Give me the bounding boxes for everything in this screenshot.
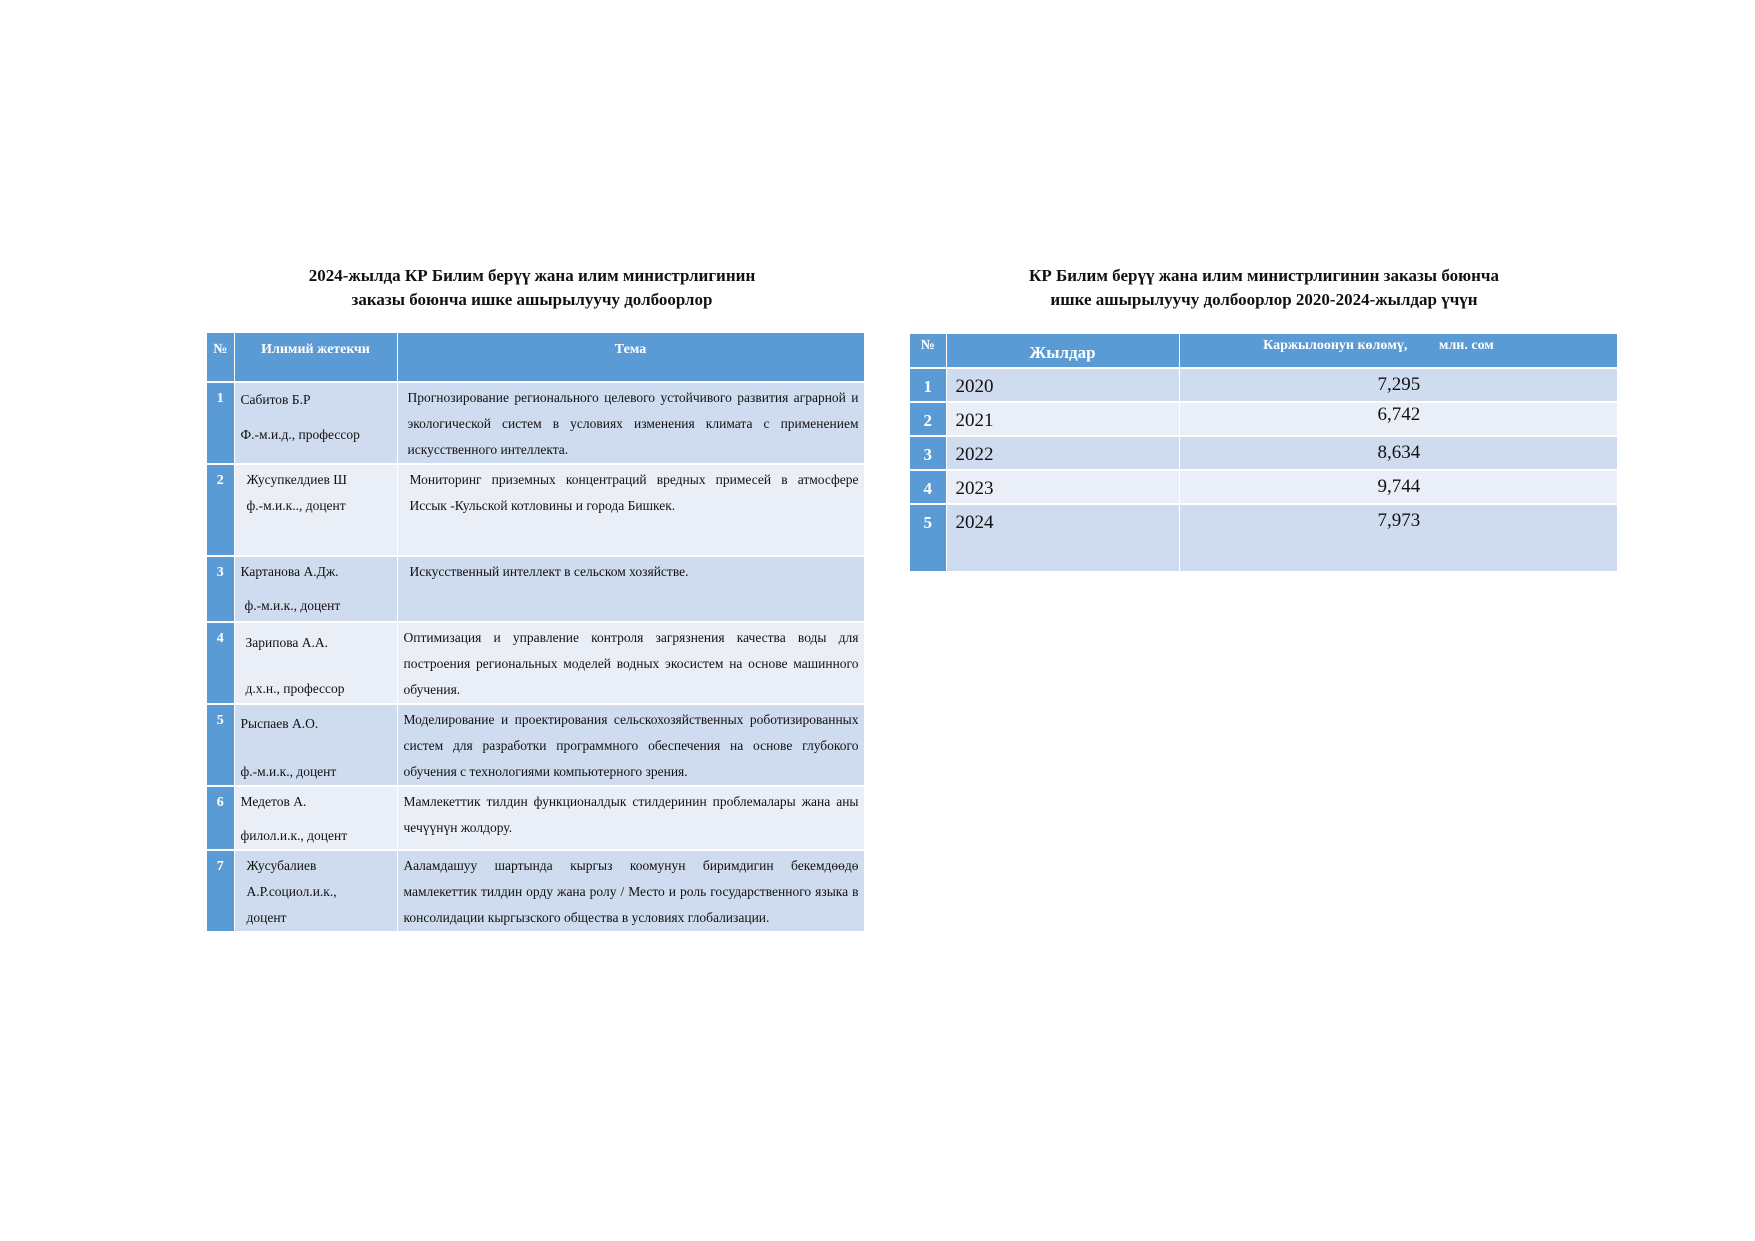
supervisor-cell xyxy=(234,382,397,464)
topic-cell: Искусственный интеллект в сельском хозяйстве. xyxy=(397,556,864,622)
table-row xyxy=(207,382,864,464)
supervisor-name: Жусубалиев xyxy=(246,858,317,873)
year-cell: 2021 xyxy=(946,402,1179,436)
table-row xyxy=(910,402,1617,436)
supervisor-degree: д.х.н., профессор xyxy=(245,681,345,696)
header-num: № xyxy=(207,333,234,382)
year-cell: 2024 xyxy=(946,504,1179,572)
table-row xyxy=(910,504,1617,572)
funding-title-line-2: ишке ашырылуучу долбоорлор 2020-2024-жылдар үчүн xyxy=(1050,290,1478,309)
supervisor-cell xyxy=(234,464,397,556)
header-amount: Каржылоонун көлөмү, млн. сом xyxy=(1179,334,1617,368)
table-row xyxy=(910,470,1617,504)
year-cell: 2023 xyxy=(946,470,1179,504)
supervisor-title: доцент xyxy=(246,910,287,925)
topic-cell: Моделирование и проектирования сельскохозяйственных роботизированных систем для разработки программного обеспечения на основе глубокого обучения с технологиями компьютерного зрения. xyxy=(397,704,864,786)
supervisor-name: Сабитов Б.Р xyxy=(240,392,311,407)
row-number: 4 xyxy=(910,470,946,504)
table-row xyxy=(207,704,864,786)
row-number: 5 xyxy=(910,504,946,572)
header-num: № xyxy=(910,334,946,368)
table-row xyxy=(207,464,864,556)
row-number: 7 xyxy=(207,850,234,932)
funding-header-row xyxy=(910,334,1617,368)
supervisor-name: Картанова А.Дж. xyxy=(240,564,339,579)
amount-cell: 6,742 xyxy=(1179,402,1617,436)
projects-header-row xyxy=(207,333,864,382)
funding-table xyxy=(910,334,1618,573)
projects-title-line-2: заказы боюнча ишке ашырылуучу долбоорлор xyxy=(351,290,713,309)
year-cell: 2022 xyxy=(946,436,1179,470)
table-row xyxy=(207,556,864,622)
supervisor-cell xyxy=(234,556,397,622)
supervisor-cell xyxy=(234,850,397,932)
projects-title-line-1: 2024-жылда КР Билим берүү жана илим министрлигинин xyxy=(308,266,756,285)
supervisor-name: Зарипова А.А. xyxy=(245,635,329,650)
supervisor-name: Рыспаев А.О. xyxy=(240,716,319,731)
supervisor-degree: филол.и.к., доцент xyxy=(240,828,348,843)
supervisor-name: Медетов А. xyxy=(240,794,307,809)
header-years: Жылдар xyxy=(946,334,1179,368)
row-number: 3 xyxy=(207,556,234,622)
topic-cell: Мамлекеттик тилдин функционалдык стилдеринин проблемалары жана аны чечүүнүн жолдору. xyxy=(397,786,864,850)
amount-cell: 7,295 xyxy=(1179,368,1617,402)
year-cell: 2020 xyxy=(946,368,1179,402)
supervisor-degree: ф.-м.и.к.., доцент xyxy=(246,498,346,513)
projects-table xyxy=(207,333,865,933)
row-number: 3 xyxy=(910,436,946,470)
supervisor-cell xyxy=(234,704,397,786)
amount-cell: 8,634 xyxy=(1179,436,1617,470)
topic-cell: Прогнозирование регионального целевого устойчивого развития аграрной и экологической систем в условиях изменения климата с применением искусственного интеллекта. xyxy=(397,382,864,464)
funding-title-line-1: КР Билим берүү жана илим министрлигинин заказы боюнча xyxy=(1029,266,1499,285)
supervisor-cell xyxy=(234,786,397,850)
row-number: 2 xyxy=(207,464,234,556)
projects-table-title xyxy=(207,264,857,312)
supervisor-name: Жусупкелдиев Ш xyxy=(246,472,347,487)
row-number: 1 xyxy=(910,368,946,402)
row-number: 4 xyxy=(207,622,234,704)
topic-cell: Ааламдашуу шартында кыргыз коомунун биримдигин бекемдөөдө мамлекеттик тилдин орду жана ролу / Место и роль государственного языка в консолидации кыргызского общества в условиях глобализации. xyxy=(397,850,864,932)
table-row xyxy=(207,786,864,850)
header-topic: Тема xyxy=(397,333,864,382)
row-number: 5 xyxy=(207,704,234,786)
supervisor-degree: Ф.-м.и.д., профессор xyxy=(240,427,360,442)
supervisor-degree: А.Р.социол.и.к., xyxy=(246,884,337,899)
row-number: 2 xyxy=(910,402,946,436)
funding-table-title xyxy=(909,264,1619,312)
topic-cell: Мониторинг приземных концентраций вредных примесей в атмосфере Иссык -Кульской котловины и города Бишкек. xyxy=(397,464,864,556)
table-row xyxy=(207,622,864,704)
table-row xyxy=(910,368,1617,402)
supervisor-degree: ф.-м.и.к., доцент xyxy=(244,598,341,613)
amount-cell: 9,744 xyxy=(1179,470,1617,504)
table-row xyxy=(207,850,864,932)
topic-cell: Оптимизация и управление контроля загрязнения качества воды для построения региональных моделей водных экосистем на основе машинного обучения. xyxy=(397,622,864,704)
row-number: 6 xyxy=(207,786,234,850)
supervisor-cell xyxy=(234,622,397,704)
table-row xyxy=(910,436,1617,470)
supervisor-degree: ф.-м.и.к., доцент xyxy=(240,764,337,779)
header-supervisor: Илимий жетекчи xyxy=(234,333,397,382)
amount-cell: 7,973 xyxy=(1179,504,1617,572)
row-number: 1 xyxy=(207,382,234,464)
